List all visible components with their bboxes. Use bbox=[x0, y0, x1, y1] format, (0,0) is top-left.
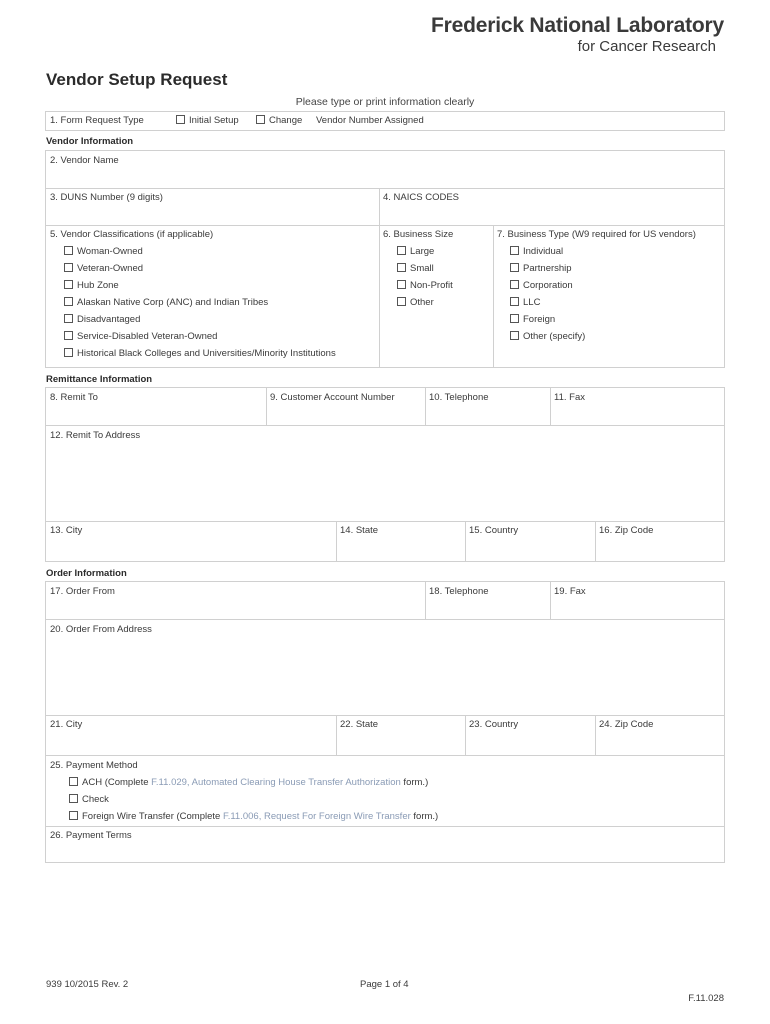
size-option[interactable]: Other bbox=[397, 297, 434, 308]
order-zip-field[interactable]: 24. Zip Code bbox=[599, 719, 654, 730]
checkbox[interactable] bbox=[510, 297, 519, 306]
size-option[interactable]: Small bbox=[397, 263, 434, 274]
size-option[interactable]: Non-Profit bbox=[397, 280, 453, 291]
checkbox[interactable] bbox=[510, 263, 519, 272]
type-option[interactable]: Foreign bbox=[510, 314, 555, 325]
order-section-title: Order Information bbox=[46, 568, 127, 579]
page-subtitle: Please type or print information clearly bbox=[295, 96, 475, 108]
checkbox[interactable] bbox=[510, 331, 519, 340]
class-option[interactable]: Hub Zone bbox=[64, 280, 119, 291]
classifications-label: 5. Vendor Classifications (if applicable) bbox=[50, 229, 214, 240]
checkbox[interactable] bbox=[64, 280, 73, 289]
checkbox[interactable] bbox=[510, 246, 519, 255]
class-option[interactable]: Service-Disabled Veteran-Owned bbox=[64, 331, 217, 342]
change-option[interactable]: Change bbox=[256, 115, 302, 126]
account-number-field[interactable]: 9. Customer Account Number bbox=[270, 392, 395, 403]
order-country-field[interactable]: 23. Country bbox=[469, 719, 519, 730]
payment-method-label: 25. Payment Method bbox=[50, 760, 138, 771]
type-option[interactable]: Corporation bbox=[510, 280, 573, 291]
wire-form-link[interactable]: F.11.006, Request For Foreign Wire Transfer bbox=[222, 811, 411, 822]
class-option[interactable]: Alaskan Native Corp (ANC) and Indian Tribes bbox=[64, 297, 268, 308]
vendor-name-field[interactable]: 2. Vendor Name bbox=[50, 155, 119, 166]
checkbox[interactable] bbox=[69, 794, 78, 803]
order-telephone-field[interactable]: 18. Telephone bbox=[429, 586, 489, 597]
checkbox[interactable] bbox=[510, 280, 519, 289]
class-option[interactable]: Disadvantaged bbox=[64, 314, 140, 325]
checkbox[interactable] bbox=[64, 314, 73, 323]
remit-to-field[interactable]: 8. Remit To bbox=[50, 392, 98, 403]
vendor-info-box bbox=[45, 150, 725, 368]
check-option[interactable]: Check bbox=[69, 794, 109, 805]
order-address-field[interactable]: 20. Order From Address bbox=[50, 624, 152, 635]
form-type-label: 1. Form Request Type bbox=[50, 115, 144, 126]
order-city-field[interactable]: 21. City bbox=[50, 719, 83, 730]
checkbox[interactable] bbox=[397, 297, 406, 306]
remit-section-title: Remittance Information bbox=[46, 374, 153, 385]
checkbox[interactable] bbox=[64, 263, 73, 272]
remit-info-box bbox=[45, 387, 725, 562]
checkbox[interactable] bbox=[510, 314, 519, 323]
remit-city-field[interactable]: 13. City bbox=[50, 525, 83, 536]
form-revision: 939 10/2015 Rev. 2 bbox=[46, 979, 129, 990]
page-title: Vendor Setup Request bbox=[46, 70, 228, 89]
duns-field[interactable]: 3. DUNS Number (9 digits) bbox=[50, 192, 163, 203]
class-option[interactable]: Historical Black Colleges and Universities/Minority Institutions bbox=[64, 348, 336, 359]
checkbox[interactable] bbox=[69, 811, 78, 820]
order-info-box bbox=[45, 581, 725, 756]
wire-option[interactable]: Foreign Wire Transfer (Complete F.11.006, Request For Foreign Wire Transfer form.) bbox=[69, 811, 438, 822]
checkbox[interactable] bbox=[64, 331, 73, 340]
form-code: F.11.028 bbox=[688, 993, 724, 1004]
change-checkbox[interactable] bbox=[256, 115, 265, 124]
type-option[interactable]: Other (specify) bbox=[510, 331, 585, 342]
page-number: Page 1 of 4 bbox=[360, 979, 409, 990]
class-option[interactable]: Woman-Owned bbox=[64, 246, 143, 257]
payment-terms-field[interactable]: 26. Payment Terms bbox=[50, 830, 132, 841]
remit-state-field[interactable]: 14. State bbox=[340, 525, 379, 536]
checkbox[interactable] bbox=[397, 280, 406, 289]
payment-box bbox=[45, 755, 725, 863]
order-from-field[interactable]: 17. Order From bbox=[50, 586, 115, 597]
type-option[interactable]: Individual bbox=[510, 246, 563, 257]
checkbox[interactable] bbox=[397, 263, 406, 272]
order-fax-field[interactable]: 19. Fax bbox=[554, 586, 586, 597]
class-option[interactable]: Veteran-Owned bbox=[64, 263, 143, 274]
order-state-field[interactable]: 22. State bbox=[340, 719, 379, 730]
naics-field[interactable]: 4. NAICS CODES bbox=[383, 192, 460, 203]
remit-fax-field[interactable]: 11. Fax bbox=[554, 392, 585, 403]
checkbox[interactable] bbox=[69, 777, 78, 786]
remit-country-field[interactable]: 15. Country bbox=[469, 525, 519, 536]
logo-line1: Frederick National Laboratory bbox=[431, 14, 724, 37]
remit-address-field[interactable]: 12. Remit To Address bbox=[50, 430, 141, 441]
vendor-number-field[interactable]: Vendor Number Assigned bbox=[316, 115, 424, 126]
remit-zip-field[interactable]: 16. Zip Code bbox=[599, 525, 654, 536]
checkbox[interactable] bbox=[397, 246, 406, 255]
vendor-section-title: Vendor Information bbox=[46, 136, 134, 147]
logo-line2: for Cancer Research bbox=[577, 38, 716, 55]
business-type-label: 7. Business Type (W9 required for US vendors) bbox=[497, 229, 696, 240]
checkbox[interactable] bbox=[64, 246, 73, 255]
type-option[interactable]: LLC bbox=[510, 297, 540, 308]
type-option[interactable]: Partnership bbox=[510, 263, 572, 274]
business-size-label: 6. Business Size bbox=[383, 229, 454, 240]
remit-telephone-field[interactable]: 10. Telephone bbox=[429, 392, 489, 403]
initial-setup-checkbox[interactable] bbox=[176, 115, 185, 124]
initial-setup-option[interactable]: Initial Setup bbox=[176, 115, 239, 126]
size-option[interactable]: Large bbox=[397, 246, 434, 257]
form-type-row bbox=[45, 111, 725, 131]
checkbox[interactable] bbox=[64, 297, 73, 306]
ach-option[interactable]: ACH (Complete F.11.029, Automated Clearing House Transfer Authorization form.) bbox=[69, 777, 428, 788]
checkbox[interactable] bbox=[64, 348, 73, 357]
ach-form-link[interactable]: F.11.029, Automated Clearing House Transfer Authorization bbox=[151, 777, 401, 788]
